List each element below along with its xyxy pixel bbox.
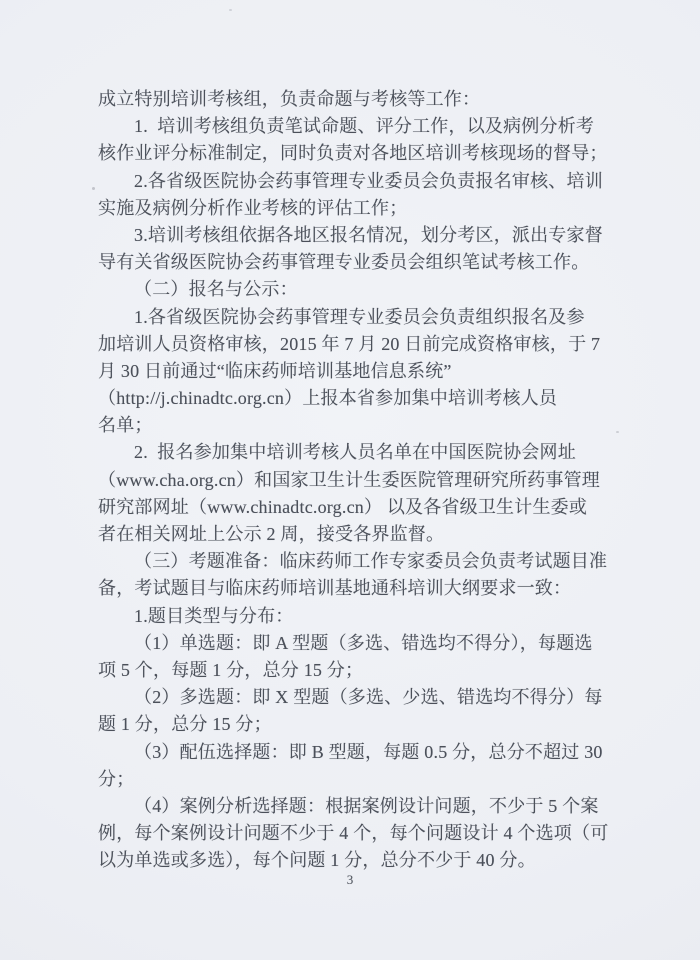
scan-speck: [229, 9, 232, 11]
doc-line: 加培训人员资格审核，2015 年 7 月 20 日前完成资格审核，于 7: [98, 333, 601, 354]
doc-line: （2）多选题：即 X 型题（多选、少选、错选均不得分）每: [134, 687, 603, 708]
scan-speck: [616, 431, 619, 433]
doc-line: 导有关省级医院协会药事管理专业委员会组织笔试考核工作。: [98, 252, 590, 273]
doc-line: 3.培训考核组依据各地区报名情况，划分考区，派出专家督: [134, 224, 603, 245]
doc-section-heading: （二）报名与公示：: [134, 279, 298, 300]
doc-line-url: （www.cha.org.cn）和国家卫生计生委医院管理研究所药事管理: [98, 469, 600, 490]
doc-line: 分；: [98, 768, 135, 789]
doc-line: 核作业评分标准制定，同时负责对各地区培训考核现场的督导；: [98, 143, 608, 164]
doc-line: 名单；: [98, 415, 153, 436]
doc-line: 月 30 日前通过“临床药师培训基地信息系统”: [98, 360, 452, 381]
page-number: 3: [346, 872, 354, 887]
doc-line-url: （http://j.chinadtc.org.cn）上报本省参加集中培训考核人员: [98, 388, 558, 409]
document-text-block: [98, 86, 614, 874]
doc-line: 1. 培训考核组负责笔试命题、评分工作，以及病例分析考: [134, 116, 595, 137]
scan-speck: [92, 187, 95, 190]
doc-line: 例，每个案例设计问题不少于 4 个，每个问题设计 4 个选项（可: [98, 823, 609, 844]
doc-line: 2.各省级医院协会药事管理专业委员会负责报名审核、培训: [134, 170, 603, 191]
doc-line: 实施及病例分析作业考核的评估工作；: [98, 197, 408, 218]
doc-line: 2. 报名参加集中培训考核人员名单在中国医院协会网址: [134, 442, 576, 463]
doc-line: 题 1 分，总分 15 分；: [98, 714, 272, 735]
doc-line: （1）单选题：即 A 型题（多选、错选均不得分），每题选: [134, 632, 593, 653]
doc-section-heading: （三）考题准备：临床药师工作专家委员会负责考试题目准: [134, 551, 608, 572]
doc-line: （4）案例分析选择题：根据案例设计问题，不少于 5 个案: [134, 795, 599, 816]
doc-line: 者在相关网址上公示 2 周，接受各界监督。: [98, 524, 445, 544]
doc-line: 备，考试题目与临床药师培训基地通科培训大纲要求一致：: [98, 578, 572, 599]
doc-line: （3）配伍选择题：即 B 型题，每题 0.5 分，总分不超过 30: [134, 741, 603, 762]
doc-line: 项 5 个，每题 1 分，总分 15 分；: [98, 659, 364, 680]
doc-line: 1.题目类型与分布：: [134, 605, 294, 626]
doc-line-url: 研究部网址（www.chinadtc.org.cn） 以及各省级卫生计生委或: [98, 496, 588, 517]
doc-line: 1.各省级医院协会药事管理专业委员会负责组织报名及参: [134, 306, 585, 327]
doc-line: 成立特别培训考核组，负责命题与考核等工作：: [98, 89, 481, 109]
doc-line: 以为单选或多选），每个问题 1 分，总分不少于 40 分。: [98, 850, 536, 871]
